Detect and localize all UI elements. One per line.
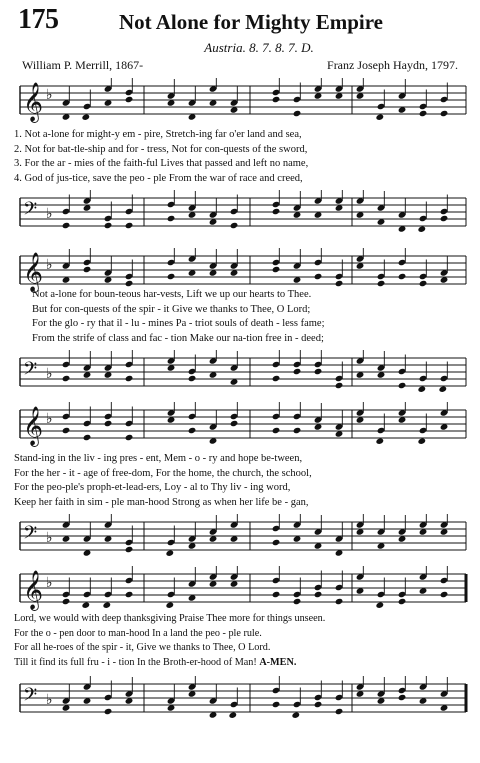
lyric-line: Lord, we would with deep thanksgiving Praise Thee more for things unseen. xyxy=(14,613,326,624)
lyric-line: For the her - it - age of free-dom, For the home, the church, the school, xyxy=(14,467,312,479)
flat-icon: ♭ xyxy=(46,692,53,708)
bass-clef-icon: 𝄢 xyxy=(23,685,38,710)
composer-credit: Franz Joseph Haydn, 1797. xyxy=(327,58,458,72)
flat-icon: ♭ xyxy=(46,366,53,382)
flat-icon: ♭ xyxy=(46,257,53,273)
hymn-number: 175 xyxy=(18,4,59,35)
treble-staff-4 xyxy=(14,566,474,612)
verse-block-3 xyxy=(14,452,464,510)
bass-staff-4 xyxy=(14,676,474,722)
hymn-title: Not Alone for Mighty Empire xyxy=(118,10,384,34)
flat-icon: ♭ xyxy=(46,206,53,222)
author-credit: William P. Merrill, 1867- xyxy=(22,58,144,72)
lyric-line: 3. For the ar - mies of the faith-ful Lives that passed and left no name, xyxy=(14,158,309,169)
bass-staff-1 xyxy=(14,190,474,236)
bass-staff-2 xyxy=(14,350,474,396)
bass-clef-icon: 𝄢 xyxy=(23,359,38,384)
treble-clef-icon: 𝄞 xyxy=(23,570,44,610)
lyric-line: For all he-roes of the spir - it, Give we thanks to Thee, O Lord. xyxy=(14,642,271,653)
treble-staff-1 xyxy=(14,78,474,124)
amen-label: A-MEN. xyxy=(259,656,297,668)
treble-clef-icon: 𝄞 xyxy=(23,406,44,446)
lyric-line: For the peo-ple's proph-et-lead-ers, Loy - al to Thy liv - ing word, xyxy=(14,482,291,493)
flat-icon: ♭ xyxy=(46,530,53,546)
lyric-line: 4. God of jus-tice, save the peo - ple From the war of race and creed, xyxy=(14,172,303,184)
verse-block-2 xyxy=(14,288,464,346)
flat-icon: ♭ xyxy=(46,575,53,591)
lyric-line xyxy=(14,656,464,671)
verse-block-4 xyxy=(14,612,464,670)
flat-icon: ♭ xyxy=(46,411,53,427)
lyric-line: For the glo - ry that il - lu - mines Pa - triot souls of death - less fame; xyxy=(32,318,325,329)
lyric-line: But for con-quests of the spir - it Give we thanks to Thee, O Lord; xyxy=(32,303,311,315)
lyric-line: 1. Not a-lone for might-y em - pire, Stretch-ing far o'er land and sea, xyxy=(14,129,302,140)
tune-meter: Austria. 8. 7. 8. 7. D. xyxy=(204,40,314,55)
lyric-line: 2. Not for bat-tle-ship and for - tress, Not for con-quests of the sword, xyxy=(14,143,308,155)
bass-staff-3 xyxy=(14,514,474,560)
lyric-line: Stand-ing in the liv - ing pres - ent, Mem - o - ry and hope be-tween, xyxy=(14,453,303,464)
treble-staff-3 xyxy=(14,402,474,448)
treble-clef-icon: 𝄞 xyxy=(23,252,44,292)
lyric-line: Keep her faith in sim - ple man-hood Strong as when her life be - gan, xyxy=(14,496,309,508)
lyric-text: Till it find its full fru - i - tion In the Broth-er-hood of Man! xyxy=(14,656,257,668)
lyric-line: From the strife of class and fac - tion Make our na-tion free in - deed; xyxy=(32,332,324,344)
bass-clef-icon: 𝄢 xyxy=(23,199,38,224)
lyric-line: Not a-lone for boun-teous har-vests, Lift we up our hearts to Thee. xyxy=(32,289,312,300)
flat-icon: ♭ xyxy=(46,87,53,103)
treble-clef-icon: 𝄞 xyxy=(23,82,44,122)
lyric-line: For the o - pen door to man-hood In a land the peo - ple rule. xyxy=(14,627,262,639)
verse-block-1 xyxy=(14,128,464,186)
bass-clef-icon: 𝄢 xyxy=(23,523,38,548)
